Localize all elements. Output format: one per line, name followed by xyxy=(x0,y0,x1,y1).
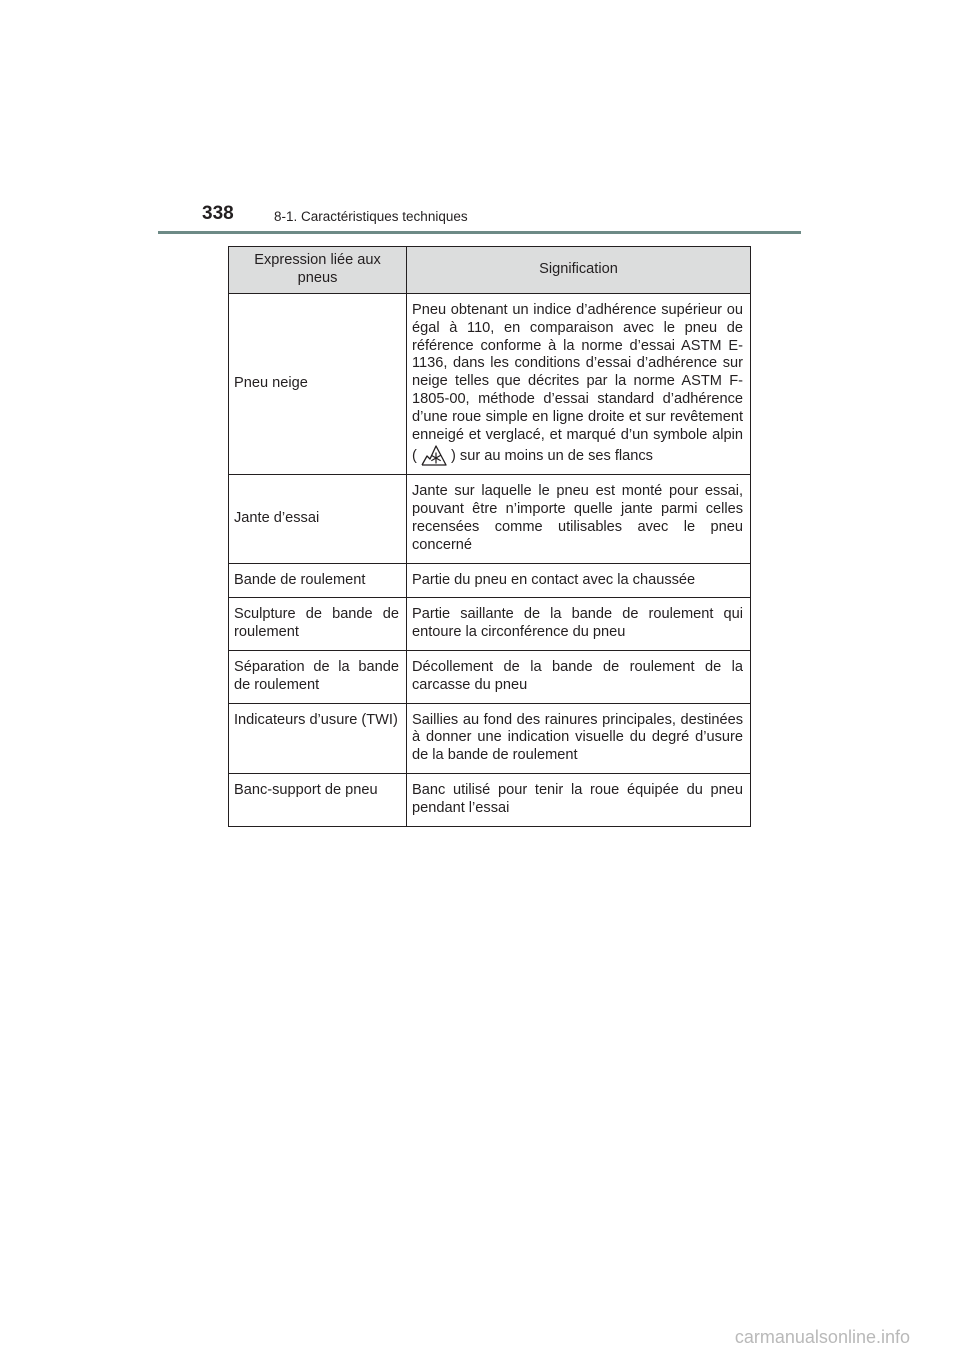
table-row xyxy=(229,703,751,773)
definition-cell: Partie saillante de la bande de roulement qui entoure la circonférence du pneu xyxy=(407,598,751,651)
section-title: 8-1. Caractéristiques techniques xyxy=(274,209,468,224)
table-row xyxy=(229,475,751,563)
page-number: 338 xyxy=(202,203,234,224)
term-cell: Bande de roulement xyxy=(229,563,407,598)
header-divider xyxy=(158,231,801,234)
definition-cell: Banc utilisé pour tenir la roue équipée du pneu pendant l’essai xyxy=(407,773,751,826)
term-cell: Jante d’essai xyxy=(229,475,407,563)
term-cell: Pneu neige xyxy=(229,294,407,475)
definition-cell xyxy=(407,294,751,475)
definition-text: Pneu obtenant un indice d’adhérence supérieur ou égal à 110, en comparaison avec le pneu de référence conforme à la norme d’essai ASTM E-1136, dans les conditions d’essai d’adhérence sur neige telles que décrites par la norme ASTM F-1805-00, méthode d’essai standard d’adhérence d’une roue simple en ligne droite et sur revêtement enneigé et verglacé, et marqué d’un symbole alpin ( xyxy=(412,302,743,465)
definition-cell: Partie du pneu en contact avec la chaussée xyxy=(407,563,751,598)
definition-text: ) sur au moins un de ses flancs xyxy=(451,448,653,465)
table-row xyxy=(229,598,751,651)
watermark: carmanualsonline.info xyxy=(734,1327,910,1347)
column-header-meaning: Signification xyxy=(407,247,751,294)
table-header-row xyxy=(229,247,751,294)
term-cell: Sculpture de bande de roulement xyxy=(229,598,407,651)
term-cell: Banc-support de pneu xyxy=(229,773,407,826)
term-cell: Séparation de la bande de roulement xyxy=(229,650,407,703)
term-cell: Indicateurs d’usure (TWI) xyxy=(229,703,407,773)
definition-cell: Saillies au fond des rainures principales, destinées à donner une indication visuelle du degré d’usure de la bande de roulement xyxy=(407,703,751,773)
table-row xyxy=(229,650,751,703)
alpine-snowflake-icon xyxy=(421,444,447,466)
table-row xyxy=(229,773,751,826)
column-header-term: Expression liée aux pneus xyxy=(229,247,407,294)
table-row xyxy=(229,294,751,475)
definition-cell: Jante sur laquelle le pneu est monté pour essai, pouvant être n’importe quelle jante parmi celles recensées comme utilisables avec le pneu concerné xyxy=(407,475,751,563)
table-row xyxy=(229,563,751,598)
definition-cell: Décollement de la bande de roulement de la carcasse du pneu xyxy=(407,650,751,703)
tire-terms-table xyxy=(228,246,751,827)
